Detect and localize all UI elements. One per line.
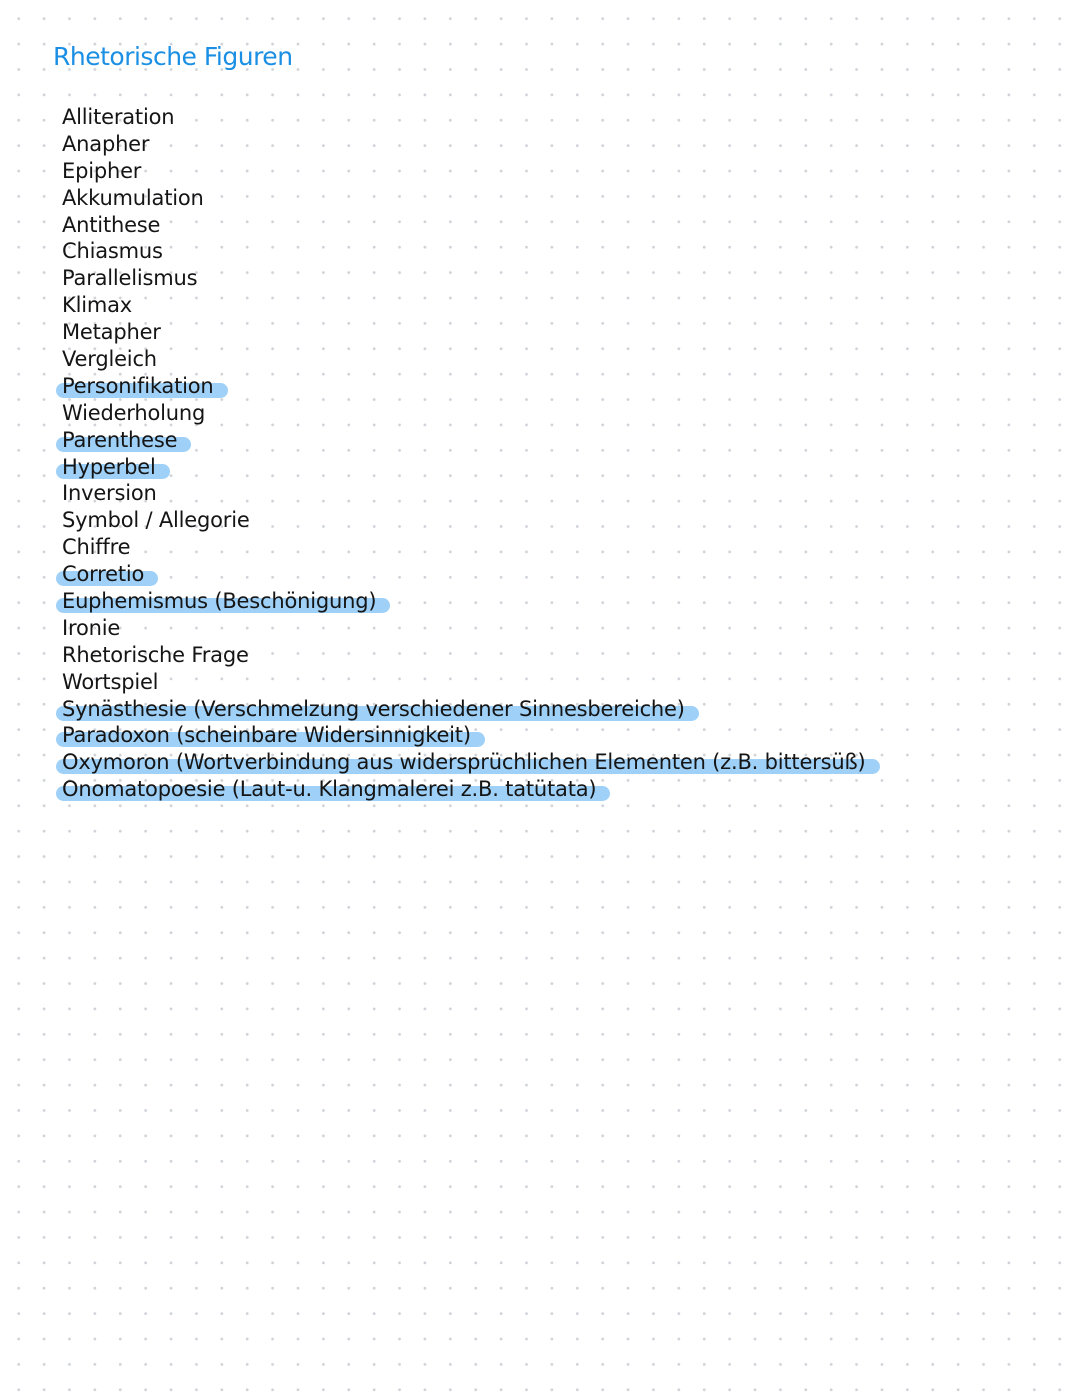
list-item bbox=[62, 400, 880, 427]
list-item bbox=[62, 588, 880, 615]
term-label: Synästhesie (Verschmelzung verschiedener Sinnesbereiche) bbox=[60, 696, 699, 723]
list-item bbox=[62, 373, 880, 400]
list-item bbox=[62, 696, 880, 723]
list-item bbox=[62, 669, 880, 696]
list-item bbox=[62, 749, 880, 776]
page-title: Rhetorische Figuren bbox=[53, 42, 293, 71]
list-item bbox=[62, 722, 880, 749]
list-item bbox=[62, 507, 880, 534]
term-label: Onomatopoesie (Laut-u. Klangmalerei z.B. tatütata) bbox=[60, 776, 610, 803]
term-label: Euphemismus (Beschönigung) bbox=[60, 588, 390, 615]
list-item bbox=[62, 427, 880, 454]
list-item bbox=[62, 561, 880, 588]
list-item bbox=[62, 238, 880, 265]
term-label: Personifikation bbox=[60, 373, 228, 400]
term-label: Klimax bbox=[62, 293, 132, 318]
list-item bbox=[62, 480, 880, 507]
list-item bbox=[62, 212, 880, 239]
term-label: Inversion bbox=[62, 481, 157, 506]
term-label: Parallelismus bbox=[62, 266, 198, 291]
term-label: Antithese bbox=[62, 212, 161, 237]
term-label: Chiffre bbox=[62, 535, 131, 560]
rhetorical-figures-list bbox=[62, 104, 880, 803]
list-item bbox=[62, 292, 880, 319]
term-label: Hyperbel bbox=[60, 454, 170, 481]
list-item bbox=[62, 454, 880, 481]
term-label: Ironie bbox=[62, 615, 121, 640]
term-label: Parenthese bbox=[60, 427, 191, 454]
list-item bbox=[62, 158, 880, 185]
term-label: Chiasmus bbox=[62, 239, 163, 264]
list-item bbox=[62, 534, 880, 561]
term-label: Wortspiel bbox=[62, 669, 159, 694]
list-item bbox=[62, 104, 880, 131]
term-label: Symbol / Allegorie bbox=[62, 508, 250, 533]
term-label: Paradoxon (scheinbare Widersinnigkeit) bbox=[60, 722, 485, 749]
term-label: Alliteration bbox=[62, 105, 175, 129]
term-label: Rhetorische Frage bbox=[62, 642, 249, 667]
list-item bbox=[62, 185, 880, 212]
list-item bbox=[62, 615, 880, 642]
list-item bbox=[62, 319, 880, 346]
list-item bbox=[62, 346, 880, 373]
term-label: Corretio bbox=[60, 561, 158, 588]
term-label: Epipher bbox=[62, 158, 142, 183]
term-label: Metapher bbox=[62, 320, 161, 345]
term-label: Vergleich bbox=[62, 347, 157, 372]
list-item bbox=[62, 265, 880, 292]
term-label: Oxymoron (Wortverbindung aus widersprüchlichen Elementen (z.B. bittersüß) bbox=[60, 749, 880, 776]
term-label: Akkumulation bbox=[62, 185, 204, 210]
term-label: Anapher bbox=[62, 131, 150, 156]
term-label: Wiederholung bbox=[62, 400, 206, 425]
list-item bbox=[62, 642, 880, 669]
list-item bbox=[62, 776, 880, 803]
list-item bbox=[62, 131, 880, 158]
